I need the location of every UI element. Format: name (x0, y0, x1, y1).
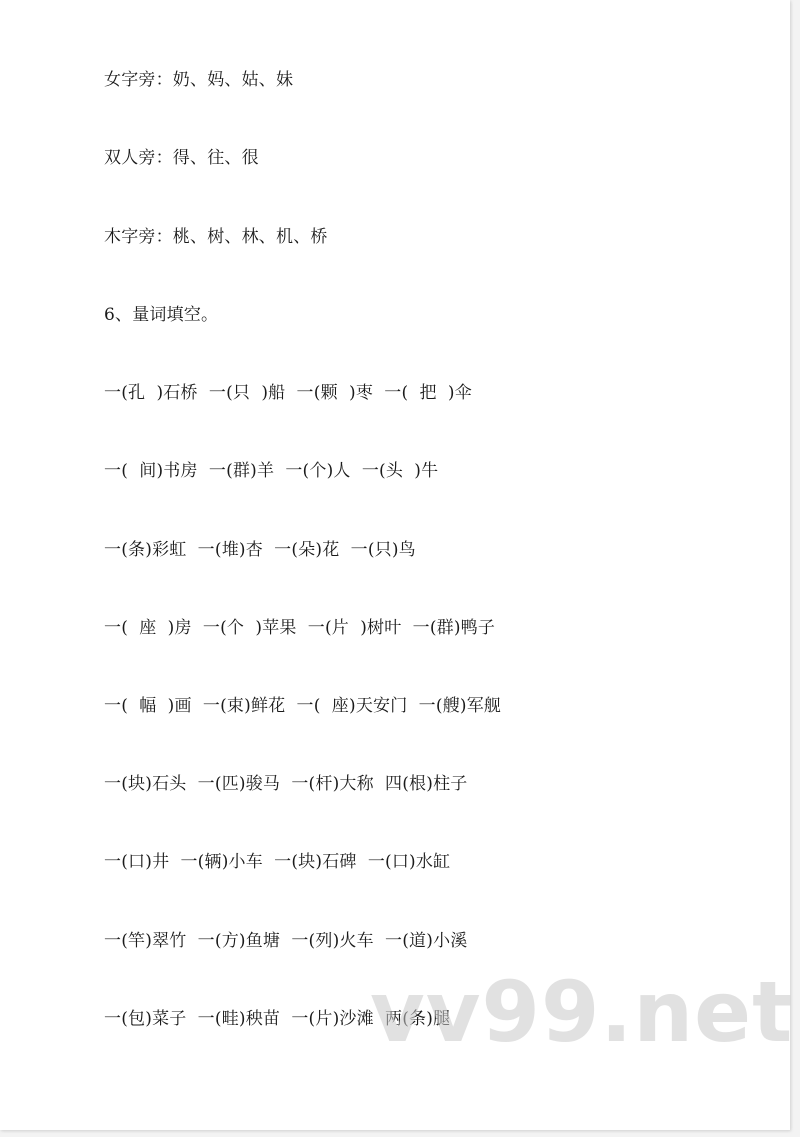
radical-nu-line: 女字旁：奶、妈、姑、妹 (104, 70, 294, 90)
measure-word-line-5: 一( 幅 )画 一(束)鲜花 一( 座)天安门 一(艘)军舰 (104, 696, 502, 716)
measure-word-line-7: 一(口)井 一(辆)小车 一(块)石碑 一(口)水缸 (104, 852, 451, 872)
section-heading-measure-words: 6、量词填空。 (104, 305, 219, 325)
radical-shuangren-line: 双人旁：得、往、很 (104, 148, 259, 168)
radical-mu-line: 木字旁：桃、树、林、机、桥 (104, 227, 328, 247)
watermark: vv99.net (370, 963, 794, 1061)
measure-word-line-6: 一(块)石头 一(匹)骏马 一(杆)大称 四(根)柱子 (104, 774, 468, 794)
measure-word-line-8: 一(竿)翠竹 一(方)鱼塘 一(列)火车 一(道)小溪 (104, 931, 468, 951)
measure-word-line-4: 一( 座 )房 一(个 )苹果 一(片 )树叶 一(群)鸭子 (104, 618, 496, 638)
measure-word-line-2: 一( 间)书房 一(群)羊 一(个)人 一(头 )牛 (104, 461, 439, 481)
measure-word-line-9: 一(包)菜子 一(畦)秧苗 一(片)沙滩 两(条)腿 (104, 1009, 451, 1029)
measure-word-line-1: 一(孔 )石桥 一(只 )船 一(颗 )枣 一( 把 )伞 (104, 383, 472, 403)
measure-word-line-3: 一(条)彩虹 一(堆)杏 一(朵)花 一(只)鸟 (104, 540, 416, 560)
